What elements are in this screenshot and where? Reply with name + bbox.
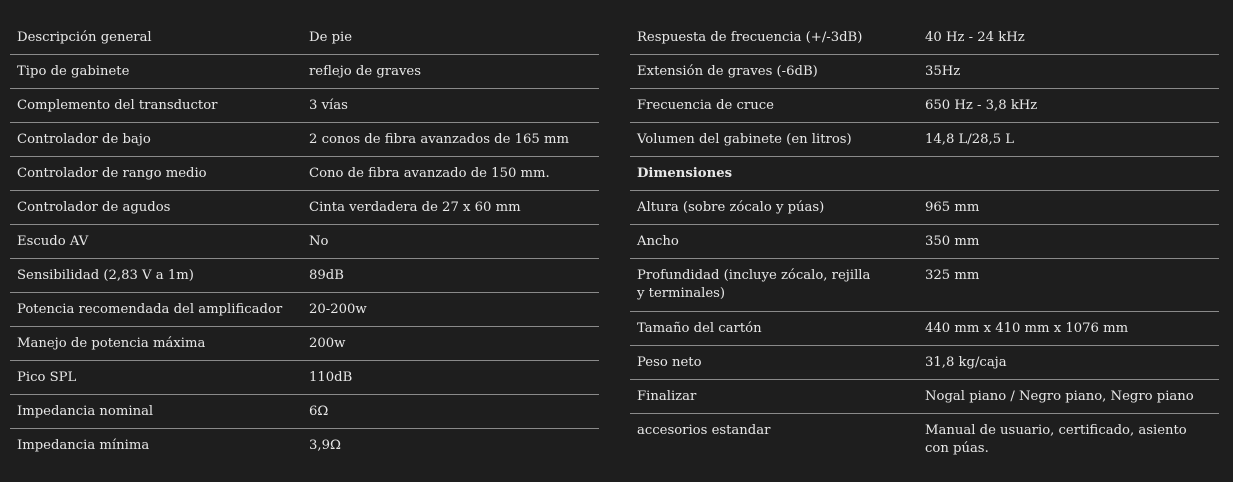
spec-value: 325 mm (925, 268, 980, 283)
spec-value: 89dB (309, 268, 344, 283)
spec-row (630, 123, 1219, 157)
spec-value: 14,8 L/28,5 L (925, 132, 1015, 147)
spec-label: Escudo AV (17, 234, 89, 249)
spec-label: Pico SPL (17, 370, 77, 385)
spec-value: 3,9Ω (309, 438, 341, 453)
spec-label: Controlador de bajo (17, 132, 151, 147)
spec-value: 200w (309, 336, 346, 351)
spec-label: Sensibilidad (2,83 V a 1m) (17, 268, 194, 283)
spec-row (630, 414, 1219, 467)
spec-row (10, 225, 599, 259)
spec-row (630, 312, 1219, 346)
section-heading-row (630, 157, 1219, 191)
spec-value: No (309, 234, 329, 249)
specs-right-column (630, 21, 1219, 467)
spec-value: 2 conos de fibra avanzados de 165 mm (309, 132, 569, 147)
spec-value: Cinta verdadera de 27 x 60 mm (309, 200, 521, 215)
spec-row (10, 429, 599, 463)
spec-label: Profundidad (incluye zócalo, rejilla y terminales) (637, 268, 871, 301)
spec-value: De pie (309, 30, 353, 45)
spec-row (630, 225, 1219, 259)
spec-value: Manual de usuario, certificado, asiento con púas. (925, 423, 1187, 456)
spec-row (10, 191, 599, 225)
spec-value: 6Ω (309, 404, 329, 419)
spec-label: Tipo de gabinete (17, 64, 130, 79)
spec-label: Ancho (637, 234, 679, 249)
spec-value: 440 mm x 410 mm x 1076 mm (925, 321, 1129, 336)
spec-value: Cono de fibra avanzado de 150 mm. (309, 166, 550, 181)
spec-label: Volumen del gabinete (en litros) (637, 132, 852, 147)
section-heading: Dimensiones (637, 166, 733, 181)
spec-label: Impedancia mínima (17, 438, 150, 453)
spec-label: Potencia recomendada del amplificador (17, 302, 283, 317)
spec-row (10, 55, 599, 89)
spec-row (10, 123, 599, 157)
spec-value: 35Hz (925, 64, 961, 79)
spec-value: 3 vías (309, 98, 348, 113)
spec-row (630, 191, 1219, 225)
spec-label: Finalizar (637, 389, 697, 404)
spec-row (630, 346, 1219, 380)
spec-label: Extensión de graves (-6dB) (637, 64, 818, 79)
spec-label: Controlador de agudos (17, 200, 171, 215)
spec-row (10, 157, 599, 191)
spec-row (630, 89, 1219, 123)
spec-row (10, 395, 599, 429)
spec-value: 110dB (309, 370, 353, 385)
spec-value: 965 mm (925, 200, 980, 215)
spec-value: 650 Hz - 3,8 kHz (925, 98, 1038, 113)
spec-value: 20-200w (309, 302, 367, 317)
specs-left-column (10, 21, 599, 463)
spec-label: accesorios estandar (637, 423, 771, 438)
spec-label: Altura (sobre zócalo y púas) (637, 200, 825, 215)
spec-row (10, 89, 599, 123)
spec-row (10, 361, 599, 395)
spec-label: Manejo de potencia máxima (17, 336, 206, 351)
spec-row (10, 293, 599, 327)
spec-value: 31,8 kg/caja (925, 355, 1007, 370)
spec-row (10, 327, 599, 361)
spec-value: reflejo de graves (309, 64, 421, 79)
spec-value: 350 mm (925, 234, 980, 249)
spec-label: Controlador de rango medio (17, 166, 207, 181)
spec-label: Complemento del transductor (17, 98, 218, 113)
spec-row (630, 259, 1219, 312)
spec-label: Peso neto (637, 355, 702, 370)
spec-label: Descripción general (17, 30, 152, 45)
spec-value (925, 165, 1219, 183)
spec-label: Respuesta de frecuencia (+/-3dB) (637, 30, 863, 45)
spec-row (630, 380, 1219, 414)
spec-label: Impedancia nominal (17, 404, 154, 419)
spec-row (10, 21, 599, 55)
spec-value: 40 Hz - 24 kHz (925, 30, 1025, 45)
spec-row (630, 21, 1219, 55)
spec-value: Nogal piano / Negro piano, Negro piano (925, 389, 1194, 404)
spec-row (630, 55, 1219, 89)
spec-row (10, 259, 599, 293)
spec-label: Frecuencia de cruce (637, 98, 774, 113)
spec-label: Tamaño del cartón (637, 321, 762, 336)
